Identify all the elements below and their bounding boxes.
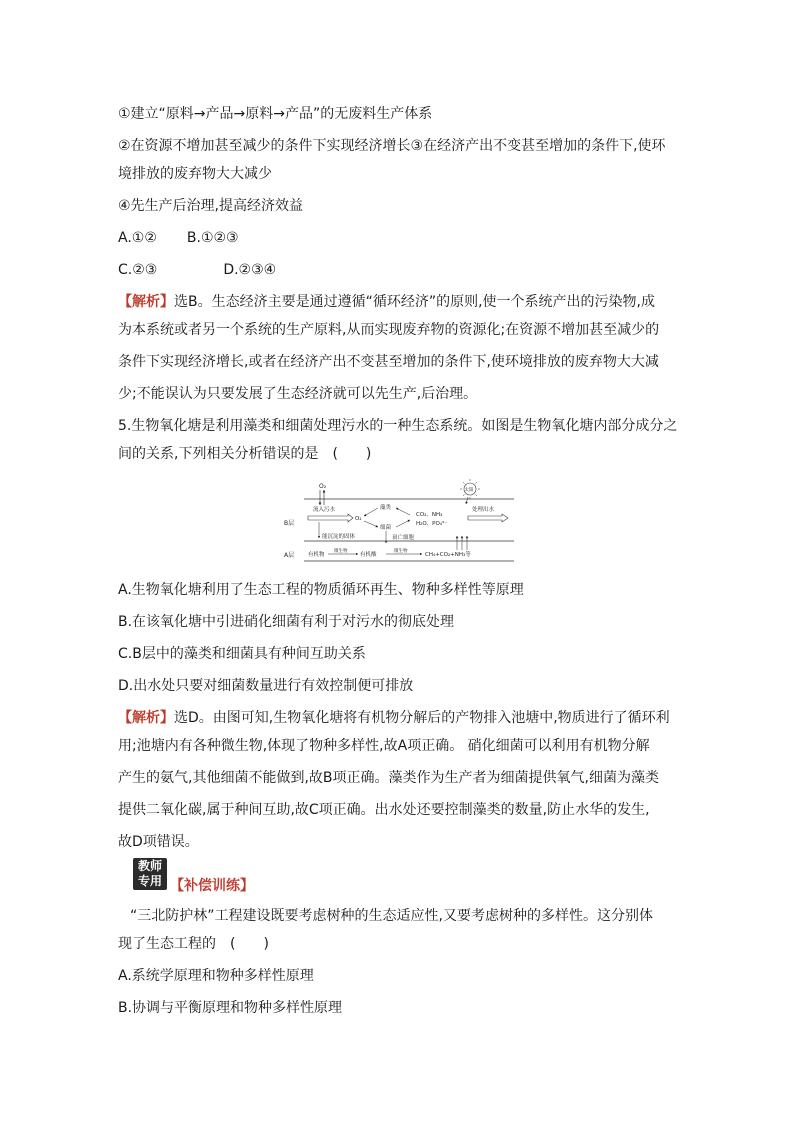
- teacher-badge: [133, 858, 167, 890]
- q4-option-a: A.①②: [118, 230, 157, 246]
- microbe1-label: 微生物: [334, 549, 348, 554]
- q4-analysis-line3: 条件下实现经济增长,或者在经济产出不变甚至增加的条件下,使环境排放的废弃物大大减: [118, 354, 659, 370]
- q4-analysis-line2: 为本系统或者另一个系统的生产原料,从而实现废弃物的资源化;在资源不增加甚至减少的: [118, 322, 660, 338]
- q5-analysis-line1: [118, 708, 670, 728]
- q4-analysis-line4: 少;不能误认为只要发展了生态经济就可以先生产,后治理。: [118, 386, 478, 402]
- q5-option-d: D.出水处只要对细菌数量进行有效控制便可排放: [118, 678, 414, 694]
- bacteria-label: 细菌: [380, 525, 392, 531]
- bacteria-to-co2-arrow: [396, 520, 410, 527]
- sediment-label: 能沉淀的固体: [322, 534, 356, 540]
- supplementary-option-a: A.系统学原理和物种多样性原理: [118, 968, 314, 984]
- teacher-badge-line1: 教师: [137, 859, 162, 873]
- inflow-arrow: [308, 514, 353, 522]
- q5-analysis-tag: 【解析】: [118, 710, 174, 726]
- co2-nh3-label: CO₂、NH₃: [416, 512, 443, 518]
- q5-analysis-line5: 故D项错误。: [118, 834, 199, 850]
- supplementary-stem-line2: 现了生态工程的 ( ): [118, 936, 269, 952]
- algae-label: 藻类: [380, 505, 392, 511]
- o2-to-bacteria-arrow: [364, 521, 378, 527]
- q4-options-row1: [118, 228, 239, 248]
- q4-options-row2: [118, 260, 276, 280]
- co2-to-algae-arrow: [396, 508, 410, 515]
- dead-cells-label: 衰亡细胞: [392, 535, 415, 541]
- outflow-label: 处理出水: [472, 507, 495, 513]
- q4-option-b: B.①②③: [186, 230, 239, 246]
- microbe2-label: 微生物: [394, 549, 408, 554]
- algae-to-o2-arrow: [364, 508, 378, 516]
- q5-analysis-line3: 产生的氨气,其他细菌不能做到,故B项正确。藻类作为生产者为细菌提供氧气,细菌为藻类: [118, 770, 659, 786]
- h2o-po4-label: H₂O、PO₄³⁻: [416, 521, 448, 527]
- q4-option-d: D.②③④: [223, 262, 277, 278]
- q4-item2-line2: 境排放的废弃物大大减少: [118, 166, 272, 182]
- layer-a-label: A层: [284, 552, 295, 559]
- q5-stem-line2: 间的关系,下列相关分析错误的是 ( ): [118, 446, 372, 462]
- q5-analysis-line4: 提供二氧化碳,属于种间互助,故C项正确。出水处还要控制藻类的数量,防止水华的发生,: [118, 802, 650, 818]
- sun-label: 太阳: [464, 488, 474, 493]
- q5-option-c: C.B层中的藻类和细菌具有种间互助关系: [118, 646, 366, 662]
- inflow-label: 流入污水: [313, 507, 336, 513]
- q4-analysis-text1: 选B。生态经济主要是通过遵循“循环经济”的原则,使一个系统产出的污染物,成: [174, 294, 656, 310]
- q5-option-a: A.生物氧化塘利用了生态工程的物质循环再生、物种多样性等原理: [118, 582, 524, 598]
- q5-stem-line1: 5.生物氧化塘是利用藻类和细菌处理污水的一种生态系统。如图是生物氧化塘内部分成分之: [118, 418, 678, 434]
- q4-item4: ④先生产后治理,提高经济效益: [118, 198, 304, 214]
- oxidation-pond-diagram: [282, 478, 514, 570]
- q4-item2-line1: ②在资源不增加甚至减少的条件下实现经济增长③在经济产出不变甚至增加的条件下,使环: [118, 138, 666, 154]
- outflow-arrow: [468, 514, 508, 522]
- layer-b-label: B层: [284, 520, 295, 527]
- q5-analysis-text1: 选D。由图可知,生物氧化塘将有机物分解后的产物排入池塘中,物质进行了循环利: [174, 710, 670, 726]
- supplementary-option-b: B.协调与平衡原理和物种多样性原理: [118, 1000, 343, 1016]
- products-label: CH₄+CO₂+NH₃等: [425, 552, 471, 558]
- organic-label: 有机物: [308, 552, 325, 558]
- sunlight-arrow: [466, 497, 468, 504]
- o2-top-label: O₂: [319, 483, 327, 490]
- q4-analysis-line1: [118, 292, 655, 312]
- teacher-badge-line2: 专用: [137, 874, 162, 888]
- q4-option-c: C.②③: [118, 262, 158, 278]
- q4-item1: ①建立“原料→产品→原料→产品”的无废料生产体系: [118, 106, 433, 122]
- q4-analysis-tag: 【解析】: [118, 294, 174, 310]
- organic-acid-label: 有机酸: [360, 552, 377, 558]
- supplementary-stem-line1: “三北防护林”工程建设既要考虑树种的生态适应性,又要考虑树种的多样性。这分别体: [130, 908, 653, 924]
- q5-analysis-line2: 用;池塘内有各种微生物,体现了物种多样性,故A项正确。 硝化细菌可以利用有机物分解: [118, 738, 650, 754]
- o2-mid-label: O₂: [355, 516, 362, 522]
- supplementary-tag: 【补偿训练】: [170, 878, 254, 894]
- q5-option-b: B.在该氧化塘中引进硝化细菌有利于对污水的彻底处理: [118, 614, 455, 630]
